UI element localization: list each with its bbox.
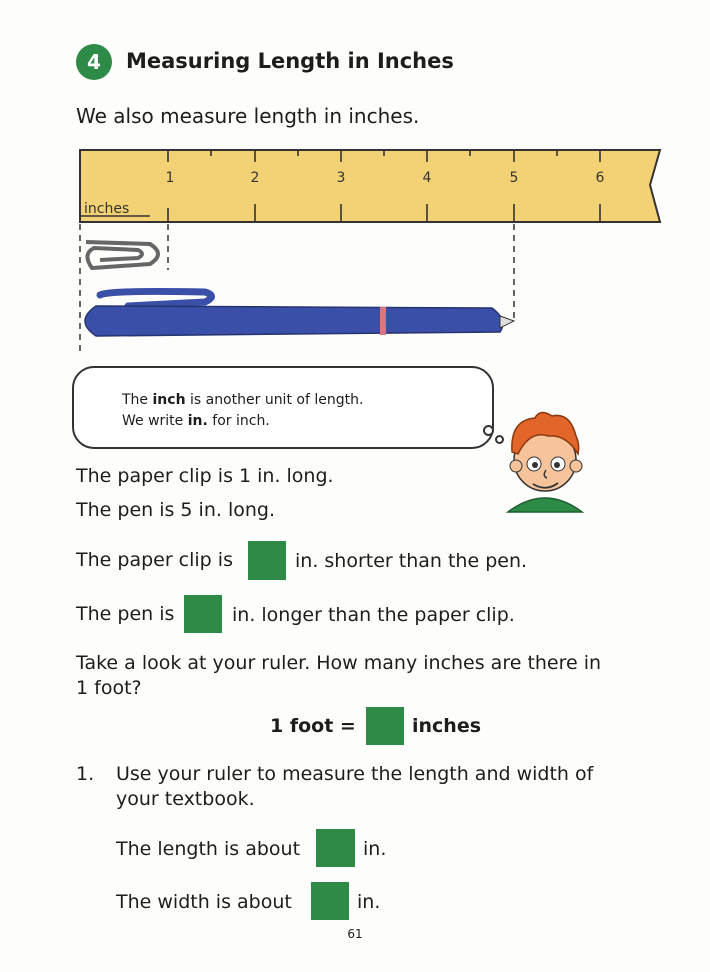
boy-illustration (500, 404, 590, 516)
thought-dot (483, 425, 494, 436)
callout-line-2: We write in. for inch. (122, 413, 270, 429)
ruler (80, 150, 660, 222)
ruler-tick-label: 2 (250, 170, 260, 186)
length-question-pre: The length is about (116, 838, 301, 860)
shorter-question-post: in. shorter than the pen. (295, 550, 528, 572)
paper-clip-icon (86, 242, 158, 268)
shorter-question-pre: The paper clip is (76, 549, 233, 571)
ruler-illustration (0, 140, 710, 365)
ruler-unit-label: inches (84, 201, 130, 217)
answer-box-width[interactable] (311, 882, 349, 920)
exercise-number: 1. (76, 763, 95, 785)
foot-equation-pre: 1 foot = (270, 715, 356, 737)
ruler-tick-label: 5 (509, 170, 519, 186)
clip-length-text: The paper clip is 1 in. long. (76, 465, 334, 487)
question-line-2: 1 foot? (76, 677, 142, 699)
exercise-line-1: Use your ruler to measure the length and width of (116, 763, 594, 785)
ruler-tick-label: 4 (422, 170, 432, 186)
callout-line-1: The inch is another unit of length. (122, 392, 364, 408)
pen-icon (85, 291, 514, 336)
width-question-pre: The width is about (116, 891, 292, 913)
exercise-line-2: your textbook. (116, 788, 255, 810)
longer-question-pre: The pen is (76, 603, 175, 625)
section-title: Measuring Length in Inches (126, 49, 454, 73)
answer-box-longer[interactable] (184, 595, 222, 633)
length-question-post: in. (363, 838, 387, 860)
width-question-post: in. (357, 891, 381, 913)
ruler-tick-label: 6 (595, 170, 605, 186)
section-number-badge: 4 (76, 44, 112, 80)
foot-equation-post: inches (412, 715, 482, 737)
ruler-tick-label: 3 (336, 170, 346, 186)
intro-text: We also measure length in inches. (76, 104, 420, 128)
longer-question-post: in. longer than the paper clip. (232, 604, 515, 626)
answer-box-foot[interactable] (366, 707, 404, 745)
question-line-1: Take a look at your ruler. How many inches are there in (76, 652, 602, 674)
page-number: 61 (347, 927, 363, 941)
ruler-tick-label: 1 (165, 170, 175, 186)
answer-box-length[interactable] (316, 829, 355, 867)
answer-box-shorter[interactable] (248, 541, 286, 580)
pen-length-text: The pen is 5 in. long. (76, 499, 275, 521)
